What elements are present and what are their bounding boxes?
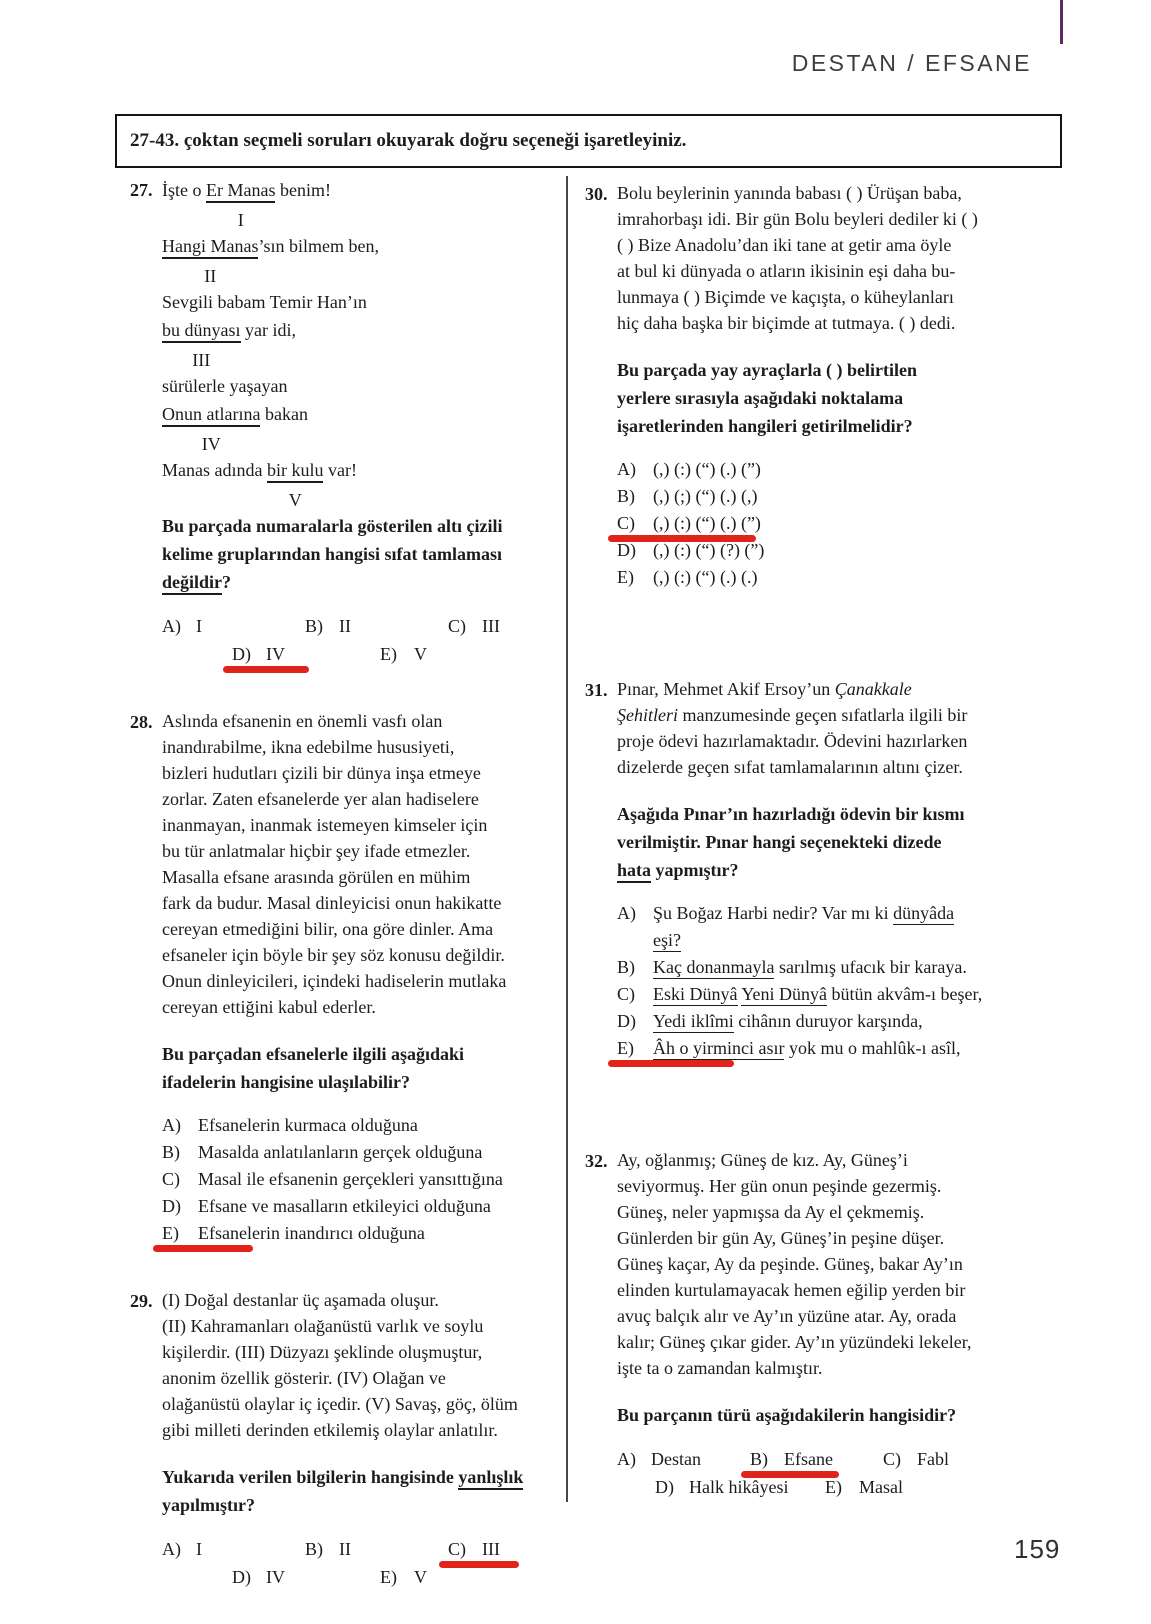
underlined-phrase	[162, 400, 261, 454]
passage-line: (I) Doğal destanlar üç aşamada oluşur.	[162, 1290, 439, 1310]
option-text: Masal	[859, 1477, 903, 1497]
passage-line: gibi milleti derinden etkilemiş olaylar anlatılır.	[162, 1420, 498, 1440]
passage	[617, 1147, 1051, 1381]
question-body	[617, 676, 1051, 1062]
question-body	[162, 176, 591, 668]
passage-line: lunmaya ( ) Biçimde ve kaçışta, o küheylanları	[617, 287, 954, 307]
option-c	[617, 981, 1051, 1008]
option-text: Efsanelerin inandırıcı olduğuna	[198, 1223, 425, 1243]
question-stem	[162, 1040, 558, 1096]
question-number: 30.	[585, 184, 608, 204]
text-segment: ’sın bilmem ben,	[258, 236, 379, 256]
underline-numeral: IV	[201, 434, 221, 454]
underlined-text: Eski Dünyâ	[653, 984, 738, 1004]
option-text: V	[414, 644, 427, 664]
option-e	[825, 1473, 958, 1501]
passage-line: kişilerdir. (III) Düzyazı şeklinde oluşmuştur,	[162, 1342, 483, 1362]
passage-line: avuç balçık alır ve Ay’ın yüzüne atar. Ay, orada	[617, 1306, 957, 1326]
option-label: C)	[617, 984, 635, 1004]
option-label: C)	[617, 513, 635, 533]
option-c	[883, 1445, 1016, 1473]
option-label: C)	[448, 616, 466, 636]
underlined-text: dünyâda	[893, 903, 955, 923]
option-label: B)	[750, 1449, 768, 1469]
question-number: 28.	[130, 712, 153, 732]
option-label: D)	[232, 1567, 251, 1587]
option-text: Efsane	[784, 1449, 833, 1469]
underlined-text: Kaç donanmayla	[653, 957, 775, 977]
passage-line: Bolu beylerinin yanında babası ( ) Ürüşan baba,	[617, 183, 962, 203]
poem-line	[162, 232, 591, 286]
text-segment: benim!	[275, 180, 331, 200]
text-segment: Çanakkale	[834, 679, 912, 699]
option-b	[750, 1445, 883, 1473]
underline-numeral: II	[204, 266, 217, 286]
text-segment: yar idi,	[240, 320, 296, 340]
text-segment: Yukarıda verilen bilgilerin hangisinde	[162, 1467, 459, 1487]
underline-numeral: I	[237, 210, 244, 230]
question-stem	[162, 1463, 591, 1519]
text-segment: cihânın duruyor karşında,	[733, 1011, 923, 1031]
passage-line: imrahorbaşı idi. Bir gün Bolu beyleri dediler ki ( )	[617, 209, 978, 229]
passage-line: Güneş, neler yapmışsa da Ay el çekmemiş.	[617, 1202, 925, 1222]
option-label: E)	[617, 567, 634, 587]
option-text: Masal ile efsanenin gerçekleri yansıttığına	[198, 1169, 503, 1189]
options-row	[232, 640, 591, 668]
option-e	[380, 640, 528, 668]
option-label: A)	[617, 903, 636, 923]
passage-line: fark da budur. Masal dinleyicisi onun hakikatte	[162, 893, 502, 913]
poem-line	[162, 400, 591, 454]
passage-line: elinden kurtulamayacak hemen eğilip yerden bir	[617, 1280, 966, 1300]
passage-line: işte ta o zamandan kalmıştır.	[617, 1358, 823, 1378]
option-c	[448, 612, 591, 640]
question-stem	[162, 512, 591, 596]
passage	[162, 708, 558, 1020]
question-31	[585, 676, 1051, 1062]
option-text: Halk hikâyesi	[689, 1477, 789, 1497]
option-label: D)	[655, 1477, 674, 1497]
passage-line: (II) Kahramanları olağanüstü varlık ve soylu	[162, 1316, 484, 1336]
option-text: Masalda anlatılanların gerçek olduğuna	[198, 1142, 483, 1162]
options-list	[617, 900, 1051, 1062]
text-segment: işaretlerinden hangileri getirilmelidir?	[617, 416, 913, 436]
passage-line: Aslında efsanenin en önemli vasfı olan	[162, 711, 443, 731]
option-label: A)	[162, 616, 181, 636]
option-b	[305, 1535, 448, 1563]
option-a	[162, 1535, 305, 1563]
text-segment: yok mu o mahlûk-ı asîl,	[784, 1038, 961, 1058]
left-column	[130, 176, 558, 1624]
instruction-box	[115, 114, 1062, 168]
passage-line	[617, 676, 1051, 702]
question-number: 27.	[130, 180, 153, 200]
option-text	[653, 1035, 960, 1062]
underlined-text: hata	[617, 860, 651, 883]
passage-line: inanmayan, inanmak istemeyen kimseler için	[162, 815, 488, 835]
text-segment: Bu parçadan efsanelerle ilgili aşağıdaki	[162, 1044, 465, 1064]
options-row	[162, 1535, 591, 1563]
option-text: (,) (:) (“) (.) (.)	[653, 567, 758, 587]
underlined-text: Yedi iklîmi	[653, 1011, 734, 1031]
text-segment: ?	[222, 572, 232, 592]
text-segment: Pınar, Mehmet Akif Ersoy’un	[617, 679, 835, 699]
underlined-text: eşi?	[653, 930, 681, 950]
option-text: Efsane ve masalların etkileyici olduğuna	[198, 1196, 491, 1216]
poem-line	[162, 288, 591, 316]
text-segment: Bu parçada yay ayraçlarla ( ) belirtilen	[617, 360, 917, 380]
answer-mark	[153, 1245, 253, 1252]
option-label: C)	[448, 1539, 466, 1559]
option-label: B)	[162, 1142, 180, 1162]
option-label: A)	[617, 459, 636, 479]
passage-line: Güneş kaçar, Ay da peşinde. Güneş, bakar Ay’ın	[617, 1254, 963, 1274]
options-row	[162, 612, 591, 640]
answer-mark	[608, 1060, 734, 1067]
option-text	[653, 981, 982, 1008]
passage-line: bizleri hudutları çizili bir dünya inşa etmeye	[162, 763, 481, 783]
option-a	[162, 1112, 558, 1139]
option-text: III	[482, 616, 500, 636]
options-row	[232, 1563, 591, 1591]
passage-line: Ay, oğlanmış; Güneş de kız. Ay, Güneş’i	[617, 1150, 908, 1170]
passage-line: proje ödevi hazırlamaktadır. Ödevini hazırlarken	[617, 731, 968, 751]
text-segment: var!	[323, 460, 357, 480]
option-text	[653, 954, 967, 981]
passage-line: efsaneler için böyle bir şey söz konusu değildir.	[162, 945, 505, 965]
question-number: 31.	[585, 680, 608, 700]
text-segment: bakan	[260, 404, 308, 424]
question-body	[162, 708, 558, 1247]
option-label: B)	[617, 486, 635, 506]
passage-line: zorlar. Zaten efsanelerde yer alan hadiselere	[162, 789, 479, 809]
options-grid	[617, 1445, 1051, 1501]
option-text: I	[196, 1539, 202, 1559]
text-segment: Bu parçada numaralarla gösterilen altı çizili	[162, 516, 503, 536]
underlined-text: bir kulu	[267, 460, 324, 483]
option-text: (,) (:) (“) (?) (”)	[653, 540, 765, 560]
option-label: D)	[232, 644, 251, 664]
underlined-text: değildir	[162, 572, 222, 595]
option-text: Efsanelerin kurmaca olduğuna	[198, 1115, 418, 1135]
text-segment: Manas adında	[162, 460, 267, 480]
underlined-text: bu dünyası	[162, 320, 241, 343]
option-e	[162, 1220, 558, 1247]
page-number: 159	[1014, 1534, 1061, 1564]
question-number: 32.	[585, 1151, 608, 1171]
page-header-title: DESTAN / EFSANE	[791, 50, 1032, 76]
options-list	[617, 456, 1051, 591]
text-segment: yapmıştır?	[651, 860, 739, 880]
text-segment: yerlere sırasıyla aşağıdaki noktalama	[617, 388, 904, 408]
text-segment: İşte o	[162, 180, 206, 200]
option-text: I	[196, 616, 202, 636]
underlined-text: Onun atlarına	[162, 404, 260, 427]
option-text: II	[339, 1539, 351, 1559]
answer-mark	[223, 666, 309, 673]
options-grid	[162, 1535, 591, 1591]
option-label: D)	[617, 1011, 636, 1031]
option-text: (,) (;) (“) (.) (,)	[653, 486, 758, 506]
text-segment: manzumesinde geçen sıfatlarla ilgili bir	[678, 705, 968, 725]
passage-line: hiç daha başka bir biçimde at tutmaya. ( ) dedi.	[617, 313, 956, 333]
text-segment: Bu parçanın türü aşağıdakilerin hangisidir?	[617, 1405, 957, 1425]
options-list	[162, 1112, 558, 1247]
underlined-text: Yeni Dünyâ	[741, 984, 828, 1004]
passage-line: anonim özellik gösterir. (IV) Olağan ve	[162, 1368, 446, 1388]
underline-numeral: III	[192, 350, 211, 370]
option-text: (,) (:) (“) (.) (”)	[653, 459, 761, 479]
passage-line: dizelerde geçen sıfat tamlamalarının altını çizer.	[617, 757, 963, 777]
options-row	[617, 1445, 1051, 1473]
option-label: B)	[305, 1539, 323, 1559]
option-d	[655, 1473, 825, 1501]
option-label: D)	[617, 540, 636, 560]
option-label: C)	[883, 1449, 901, 1469]
text-segment: verilmiştir. Pınar hangi seçenekteki dizede	[617, 832, 942, 852]
option-b	[305, 612, 448, 640]
passage-line: inandırabilme, ikna edebilme hususiyeti,	[162, 737, 455, 757]
option-label: C)	[162, 1169, 180, 1189]
option-d	[617, 537, 1051, 564]
option-a	[162, 612, 305, 640]
option-c	[448, 1535, 591, 1563]
underlined-phrase	[206, 176, 276, 230]
option-b	[617, 483, 1051, 510]
option-text: II	[339, 616, 351, 636]
option-label: D)	[162, 1196, 181, 1216]
question-number: 29.	[130, 1291, 153, 1311]
question-28	[130, 708, 558, 1247]
passage-line	[617, 702, 1051, 728]
option-b	[617, 954, 1051, 981]
option-c	[162, 1166, 558, 1193]
text-segment: Aşağıda Pınar’ın hazırladığı ödevin bir kısmı	[617, 804, 965, 824]
option-label: E)	[380, 644, 397, 664]
passage-line: seviyormuş. Her gün onun peşinde gezermiş.	[617, 1176, 942, 1196]
passage-line: cereyan ettiğini kabul ederler.	[162, 997, 376, 1017]
text-segment: Şehitleri	[617, 705, 678, 725]
passage-line: Onun dinleyicileri, içindeki hadiselerin mutlaka	[162, 971, 507, 991]
question-27	[130, 176, 558, 668]
underlined-phrase	[162, 232, 259, 286]
passage-line: Masalla efsane arasında görülen en mühim	[162, 867, 471, 887]
underlined-text: Âh o yirminci asır	[653, 1038, 785, 1058]
passage-line: bu tür anlatmalar hiçbir şey ifade etmezler.	[162, 841, 471, 861]
option-text: (,) (:) (“) (.) (”)	[653, 513, 761, 533]
option-b	[162, 1139, 558, 1166]
poem-line	[162, 176, 591, 230]
underlined-phrase	[162, 316, 241, 370]
text-segment: yapılmıştır?	[162, 1495, 255, 1515]
underlined-text: Hangi Manas	[162, 236, 258, 259]
text-segment: kelime gruplarından hangisi sıfat tamlaması	[162, 544, 503, 564]
option-d	[232, 1563, 380, 1591]
option-a	[617, 456, 1051, 483]
option-text: IV	[266, 644, 285, 664]
option-text: IV	[266, 1567, 285, 1587]
underlined-text: Er Manas	[206, 180, 275, 203]
underlined-phrase	[266, 456, 324, 510]
question-body	[617, 1147, 1051, 1501]
option-label: E)	[617, 1038, 634, 1058]
text-segment: sarılmış ufacık bir karaya.	[774, 957, 967, 977]
options-row	[655, 1473, 1051, 1501]
poem-line	[162, 316, 591, 370]
question-body	[617, 180, 1051, 591]
passage-line: ( ) Bize Anadolu’dan iki tane at getir ama öyle	[617, 235, 952, 255]
option-label: E)	[825, 1477, 842, 1497]
poem-line	[162, 456, 591, 510]
question-body	[162, 1287, 591, 1591]
option-label: A)	[162, 1115, 181, 1135]
option-text: III	[482, 1539, 500, 1559]
option-text	[653, 1008, 923, 1035]
text-segment: Sevgili babam Temir Han’ın	[162, 292, 367, 312]
option-label: B)	[617, 957, 635, 977]
header-accent-line	[1060, 0, 1063, 44]
option-a	[617, 1445, 750, 1473]
passage	[162, 1287, 591, 1443]
option-label: E)	[162, 1223, 179, 1243]
option-d	[162, 1193, 558, 1220]
passage-line: cereyan etmediğini bilir, ona göre dinler. Ama	[162, 919, 494, 939]
text-segment: Şu Boğaz Harbi nedir? Var mı ki	[653, 903, 894, 923]
text-segment: sürülerle yaşayan	[162, 376, 288, 396]
option-d	[617, 1008, 1051, 1035]
option-label: A)	[617, 1449, 636, 1469]
passage-line: at bul ki dünyada o atların ikisinin eşi daha bu-	[617, 261, 956, 281]
passage-line: Günlerden bir gün Ay, Güneş’in peşine düşer.	[617, 1228, 945, 1248]
right-column	[585, 180, 1051, 1586]
question-32	[585, 1147, 1051, 1501]
text-segment: bütün akvâm-ı beşer,	[827, 984, 983, 1004]
underlined-text: yanlışlık	[458, 1467, 523, 1490]
option-text	[653, 900, 954, 954]
question-stem	[617, 356, 1051, 440]
option-label: E)	[380, 1567, 397, 1587]
option-d	[232, 640, 380, 668]
options-grid	[162, 612, 591, 668]
instruction-text: 27-43. çoktan seçmeli soruları okuyarak doğru seçeneği işaretleyiniz.	[130, 130, 687, 151]
option-e	[617, 564, 1051, 591]
underline-numeral: V	[288, 490, 302, 510]
passage	[617, 180, 1051, 336]
option-text: Destan	[651, 1449, 701, 1469]
option-c	[617, 510, 1051, 537]
option-e	[617, 1035, 1051, 1062]
passage-line: olağanüstü olaylar iç içedir. (V) Savaş, göç, ölüm	[162, 1394, 518, 1414]
option-text: Fabl	[917, 1449, 950, 1469]
poem	[162, 176, 591, 510]
text-segment: ifadelerin hangisine ulaşılabilir?	[162, 1072, 411, 1092]
option-label: A)	[162, 1539, 181, 1559]
option-text: V	[414, 1567, 427, 1587]
option-e	[380, 1563, 528, 1591]
poem-line	[162, 372, 591, 400]
option-label: B)	[305, 616, 323, 636]
question-30	[585, 180, 1051, 591]
passage	[617, 676, 1051, 780]
question-stem	[617, 800, 1051, 884]
question-29	[130, 1287, 558, 1591]
option-a	[617, 900, 1051, 954]
question-stem	[617, 1401, 1051, 1429]
passage-line: kalır; Güneş çıkar gider. Ay’ın yüzündeki lekeler,	[617, 1332, 972, 1352]
